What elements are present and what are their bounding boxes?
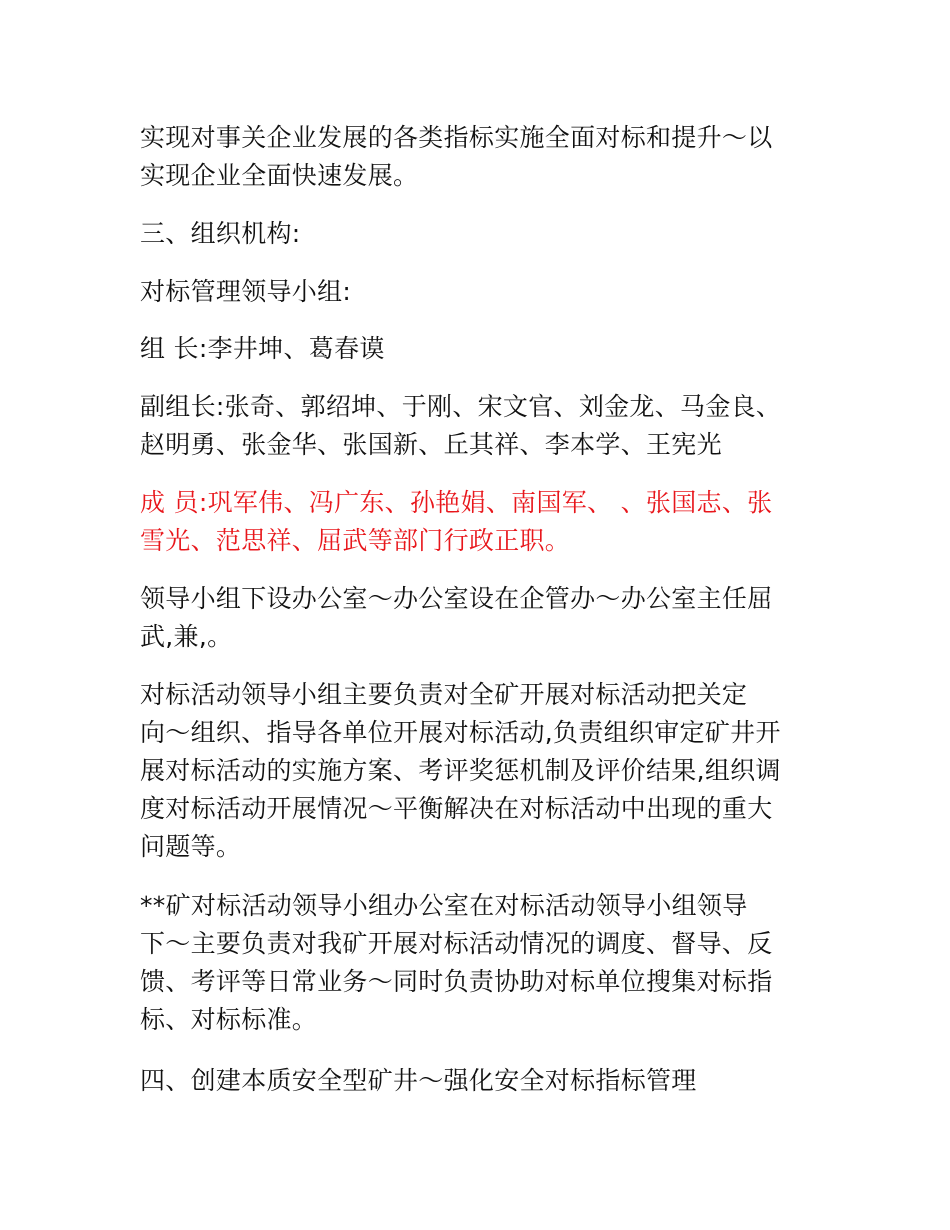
group-title: 对标管理领导小组: [140,277,352,306]
paragraph-line: 对标活动领导小组主要负责对全矿开展对标活动把关定 [140,680,748,709]
deputy-leader-line: 赵明勇、张金华、张国新、丘其祥、李本学、王宪光 [140,430,722,459]
section-heading-safety: 四、创建本质安全型矿井～强化安全对标指标管理 [140,1066,697,1095]
leader-line: 组 长:李井坤、葛春谟 [140,334,385,363]
paragraph-line: 实现对事关企业发展的各类指标实施全面对标和提升～以 [140,123,773,152]
paragraph-line: 向～组织、指导各单位开展对标活动,负责组织审定矿井开 [140,718,781,747]
members-line-highlighted: 成 员:巩军伟、冯广东、孙艳娟、南国军、 、张国志、张 [140,488,773,517]
paragraph-line: 标、对标标准。 [140,1005,318,1034]
paragraph-line: 实现企业全面快速发展。 [140,161,419,190]
paragraph-line: 下～主要负责对我矿开展对标活动情况的调度、督导、反 [140,929,773,958]
paragraph-line: **矿对标活动领导小组办公室在对标活动领导小组领导 [140,891,748,920]
paragraph-line: 武,兼,。 [140,622,233,651]
paragraph-line: 问题等。 [140,832,242,861]
members-line-highlighted: 雪光、范思祥、屈武等部门行政正职。 [140,526,571,555]
paragraph-line: 领导小组下设办公室～办公室设在企管办～办公室主任屈 [140,584,773,613]
section-heading-organization: 三、组织机构: [140,219,301,248]
paragraph-line: 展对标活动的实施方案、考评奖惩机制及评价结果,组织调 [140,756,781,785]
deputy-leader-line: 副组长:张奇、郭绍坤、于刚、宋文官、刘金龙、马金良、 [140,392,782,421]
paragraph-line: 馈、考评等日常业务～同时负责协助对标单位搜集对标指 [140,967,773,996]
paragraph-line: 度对标活动开展情况～平衡解决在对标活动中出现的重大 [140,794,773,823]
